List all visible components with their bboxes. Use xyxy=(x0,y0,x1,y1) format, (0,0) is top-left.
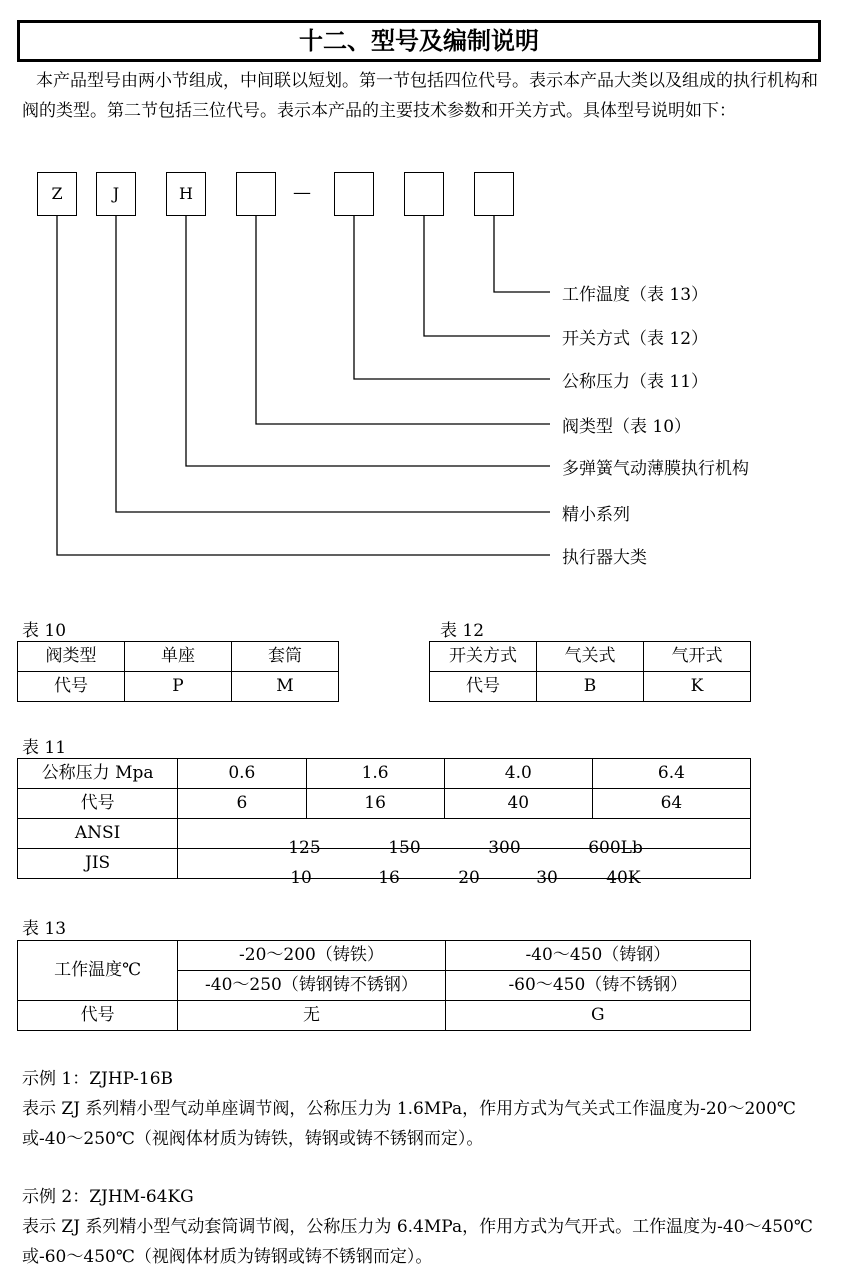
table11-code-40: 40 xyxy=(444,789,592,819)
example2-title: 示例 2：ZJHM-64KG xyxy=(22,1187,194,1207)
table11-header-4.0: 4.0 xyxy=(444,759,592,789)
example1-title: 示例 1：ZJHP-16B xyxy=(22,1069,174,1089)
table11-code-label: 代号 xyxy=(18,789,178,819)
jis-30: 30 xyxy=(536,867,558,888)
table12-code-label: 代号 xyxy=(430,672,537,702)
legend-actuator: 多弹簧气动薄膜执行机构 xyxy=(562,459,749,479)
connector-line-3 xyxy=(186,216,550,466)
table13-r2c2: -60～450（铸不锈钢） xyxy=(445,971,750,1001)
legend-series: 精小系列 xyxy=(562,505,630,525)
connector-line-1 xyxy=(57,216,550,555)
table13-r1c2: -40～450（铸钢） xyxy=(445,941,750,971)
legend-nominal-pressure: 公称压力（表 11） xyxy=(562,372,709,392)
table12-code-k: K xyxy=(644,672,751,702)
connector-line-4 xyxy=(256,216,550,424)
code-box-2: J xyxy=(96,172,136,216)
table13-r1c1: -20～200（铸铁） xyxy=(178,941,446,971)
connector-lines xyxy=(0,0,850,600)
table12-header-open: 气开式 xyxy=(644,642,751,672)
table11-jis-label: JIS xyxy=(18,849,178,879)
legend-switch-mode: 开关方式（表 12） xyxy=(562,329,709,349)
example-2 xyxy=(22,1182,832,1272)
legend-category: 执行器大类 xyxy=(562,548,647,568)
table10-code-label: 代号 xyxy=(18,672,125,702)
table13-r2c1: -40～250（铸钢铸不锈钢） xyxy=(178,971,446,1001)
example2-text: 表示 ZJ 系列精小型气动套筒调节阀，公称压力为 6.4MPa，作用方式为气开式。工作温度为-40～450℃或-60～450℃（视阀体材质为铸钢或铸不锈钢而定）。 xyxy=(22,1217,813,1267)
table11-header-0.6: 0.6 xyxy=(178,759,306,789)
code-dash: — xyxy=(293,182,311,203)
table11-label: 表 11 xyxy=(22,738,67,758)
example-1 xyxy=(22,1064,832,1154)
legend-valve-type: 阀类型（表 10） xyxy=(562,417,692,437)
code-box-1: Z xyxy=(37,172,77,216)
code-box-3: H xyxy=(166,172,206,216)
jis-40k: 40K xyxy=(606,867,641,888)
page-title: 十二、型号及编制说明 xyxy=(17,20,821,62)
table10-header-type: 阀类型 xyxy=(18,642,125,672)
ansi-600lb: 600Lb xyxy=(588,837,643,858)
table-11 xyxy=(17,758,751,888)
table13-label: 表 13 xyxy=(22,919,67,939)
table-12 xyxy=(429,641,751,702)
table13-code-g: G xyxy=(445,1001,750,1031)
example1-text: 表示 ZJ 系列精小型气动单座调节阀，公称压力为 1.6MPa，作用方式为气关式工作温度为-20～200℃或-40～250℃（视阀体材质为铸铁，铸钢或铸不锈钢而定）。 xyxy=(22,1099,796,1149)
connector-line-7 xyxy=(494,216,550,292)
table12-code-b: B xyxy=(537,672,644,702)
table11-header-6.4: 6.4 xyxy=(592,759,750,789)
table12-header-close: 气关式 xyxy=(537,642,644,672)
table10-label: 表 10 xyxy=(22,621,67,641)
ansi-125: 125 xyxy=(288,837,321,858)
table11-header-pressure: 公称压力 Mpa xyxy=(18,759,178,789)
legend-working-temp: 工作温度（表 13） xyxy=(562,285,709,305)
connector-line-2 xyxy=(116,216,550,512)
table13-code-none: 无 xyxy=(178,1001,446,1031)
jis-20: 20 xyxy=(458,867,480,888)
table10-header-sleeve: 套筒 xyxy=(231,642,338,672)
table11-code-16: 16 xyxy=(306,789,444,819)
table11-code-6: 6 xyxy=(178,789,306,819)
table-10 xyxy=(17,641,339,702)
ansi-300: 300 xyxy=(488,837,521,858)
table12-header-mode: 开关方式 xyxy=(430,642,537,672)
connector-line-6 xyxy=(424,216,550,336)
connector-line-5 xyxy=(354,216,550,379)
table11-ansi-label: ANSI xyxy=(18,819,178,849)
table10-code-p: P xyxy=(124,672,231,702)
table11-code-64: 64 xyxy=(592,789,750,819)
jis-16: 16 xyxy=(378,867,400,888)
table10-code-m: M xyxy=(231,672,338,702)
jis-10: 10 xyxy=(290,867,312,888)
table-13 xyxy=(17,940,751,1031)
table11-jis-values xyxy=(178,849,751,888)
table13-code-label: 代号 xyxy=(18,1001,178,1031)
table10-header-single: 单座 xyxy=(124,642,231,672)
table12-label: 表 12 xyxy=(440,621,485,641)
ansi-150: 150 xyxy=(388,837,421,858)
table11-ansi-values xyxy=(178,819,751,858)
intro-paragraph: 本产品型号由两小节组成，中间联以短划。第一节包括四位代号。表示本产品大类以及组成的执行机构和阀的类型。第二节包括三位代号。表示本产品的主要技术参数和开关方式。具体型号说明如下： xyxy=(22,71,818,121)
table13-temp-label: 工作温度℃ xyxy=(18,941,178,1001)
table11-header-1.6: 1.6 xyxy=(306,759,444,789)
